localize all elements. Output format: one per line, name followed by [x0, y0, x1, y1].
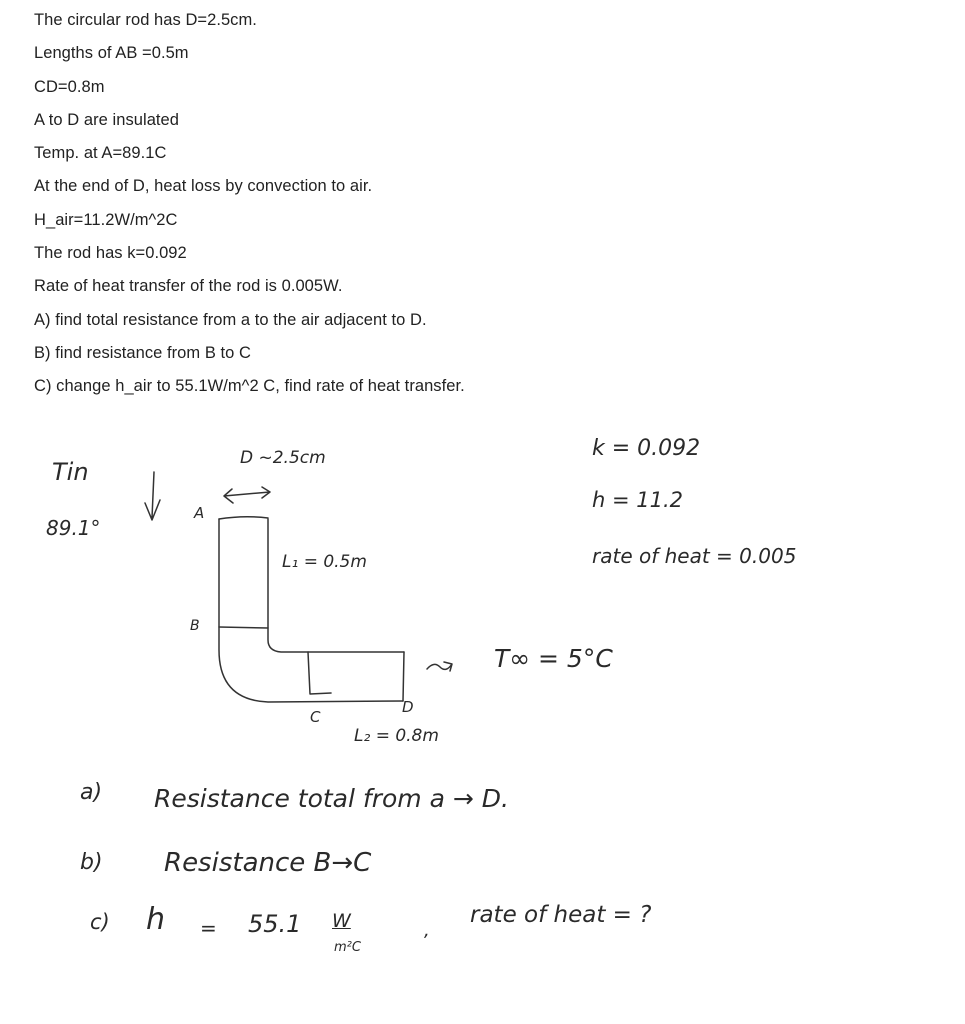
section-line-c: [308, 652, 331, 694]
length-l1-label: L₁ = 0.5m: [282, 552, 367, 572]
point-a-label: A: [194, 504, 205, 522]
problem-line-convection: At the end of D, heat loss by convection to air.: [34, 177, 373, 195]
length-l2-label: L₂ = 0.8m: [354, 726, 439, 746]
question-c-unit-numerator: W: [332, 910, 351, 932]
heat-flow-arrow: [145, 472, 160, 520]
question-b-handwritten: Resistance B→C: [164, 848, 372, 878]
question-c-h: h: [146, 902, 166, 937]
k-note: k = 0.092: [592, 436, 701, 461]
problem-line-length-ab: Lengths of AB =0.5m: [34, 44, 189, 62]
problem-line-rate: Rate of heat transfer of the rod is 0.005W.: [34, 277, 343, 295]
question-a-marker: a): [80, 780, 103, 805]
question-c-equals: =: [200, 916, 217, 940]
handwritten-sketch: [0, 400, 965, 1024]
question-a: A) find total resistance from a to the air adjacent to D.: [34, 311, 427, 329]
rod-inner-edge: [268, 519, 404, 652]
question-c-rate: rate of heat = ?: [470, 902, 652, 928]
t-infinity-label: T∞ = 5°C: [494, 644, 613, 673]
question-c: C) change h_air to 55.1W/m^2 C, find rate of heat transfer.: [34, 377, 465, 395]
question-b: B) find resistance from B to C: [34, 344, 251, 362]
problem-line-diameter: The circular rod has D=2.5cm.: [34, 11, 257, 29]
question-c-comma: ,: [424, 920, 430, 941]
problem-line-length-cd: CD=0.8m: [34, 78, 105, 96]
rod-end-a: [219, 517, 268, 519]
problem-line-conductivity: The rod has k=0.092: [34, 244, 187, 262]
problem-line-insulated: A to D are insulated: [34, 111, 180, 129]
h-note: h = 11.2: [592, 488, 684, 512]
convection-squiggle: [427, 662, 452, 671]
point-d-label: D: [402, 698, 414, 716]
question-b-marker: b): [80, 850, 103, 875]
t-in-label: Tin: [52, 458, 89, 486]
point-c-label: C: [310, 708, 321, 726]
problem-line-h-air: H_air=11.2W/m^2C: [34, 211, 178, 229]
t-in-value: 89.1°: [46, 516, 101, 540]
rod-end-d: [403, 652, 404, 701]
diameter-arrow: [224, 487, 270, 503]
question-a-handwritten: Resistance total from a → D.: [154, 784, 509, 813]
rod-outer-edge: [219, 519, 403, 702]
question-c-value: 55.1: [248, 910, 302, 938]
problem-line-temp-a: Temp. at A=89.1C: [34, 144, 167, 162]
diameter-label: D ~2.5cm: [240, 448, 326, 468]
rate-note: rate of heat = 0.005: [592, 544, 797, 568]
section-line-b: [219, 627, 268, 628]
question-c-marker: c): [90, 910, 110, 934]
question-c-unit-denominator: m²C: [334, 940, 361, 955]
point-b-label: B: [190, 618, 200, 634]
rod-diagram: [0, 400, 965, 1024]
